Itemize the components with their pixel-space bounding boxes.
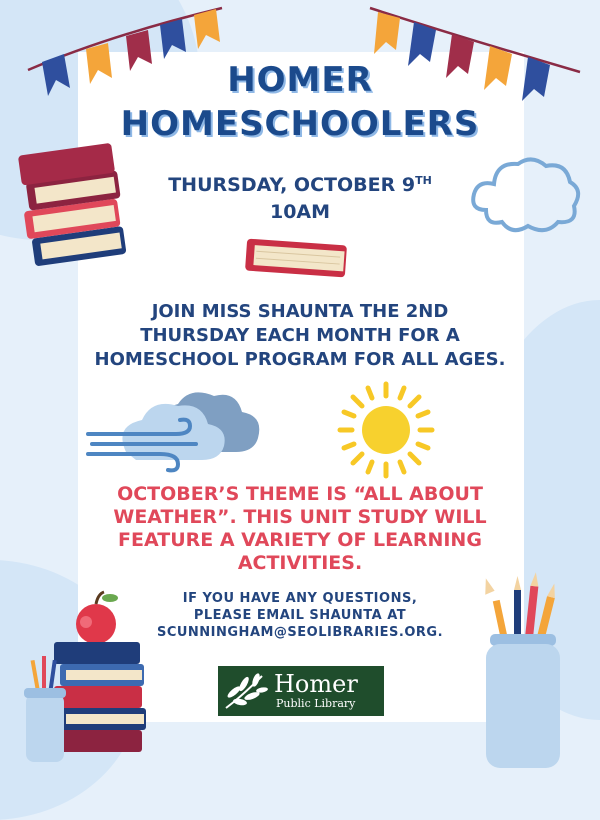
- description-line: JOIN MISS SHAUNTA THE 2ND: [151, 301, 449, 322]
- book-icon: [240, 234, 352, 282]
- logo-subtitle: Public Library: [276, 697, 356, 710]
- theme-line: ACTIVITIES.: [237, 552, 363, 574]
- sun-icon: [336, 380, 436, 480]
- program-description: [0, 300, 600, 372]
- logo-name: Homer: [274, 670, 358, 698]
- title-line-1: HOMER: [227, 60, 373, 100]
- event-time: 10AM: [269, 201, 331, 223]
- contact-line: PLEASE EMAIL SHAUNTA AT: [193, 608, 407, 623]
- theme-line: FEATURE A VARIETY OF LEARNING: [118, 529, 482, 551]
- theme-line: OCTOBER’S THEME IS “ALL ABOUT: [117, 483, 483, 505]
- contact-line: IF YOU HAVE ANY QUESTIONS,: [182, 591, 418, 606]
- event-date: [0, 172, 600, 198]
- theme-description: [0, 483, 600, 575]
- theme-line: WEATHER”. THIS UNIT STUDY WILL: [113, 506, 487, 528]
- leaf-logo-icon: [222, 670, 270, 712]
- library-logo: [218, 666, 384, 716]
- description-line: THURSDAY EACH MONTH FOR A: [140, 325, 460, 346]
- contact-info: [0, 590, 600, 641]
- event-date-suffix: TH: [415, 174, 432, 187]
- description-line: HOMESCHOOL PROGRAM FOR ALL AGES.: [94, 349, 506, 370]
- wind-cloud-icon: [86, 382, 266, 474]
- title-line-2: HOMESCHOOLERS: [120, 104, 480, 144]
- contact-email[interactable]: SCUNNINGHAM@SEOLIBRARIES.ORG.: [156, 625, 444, 640]
- event-date-main: THURSDAY, OCTOBER 9: [168, 174, 416, 196]
